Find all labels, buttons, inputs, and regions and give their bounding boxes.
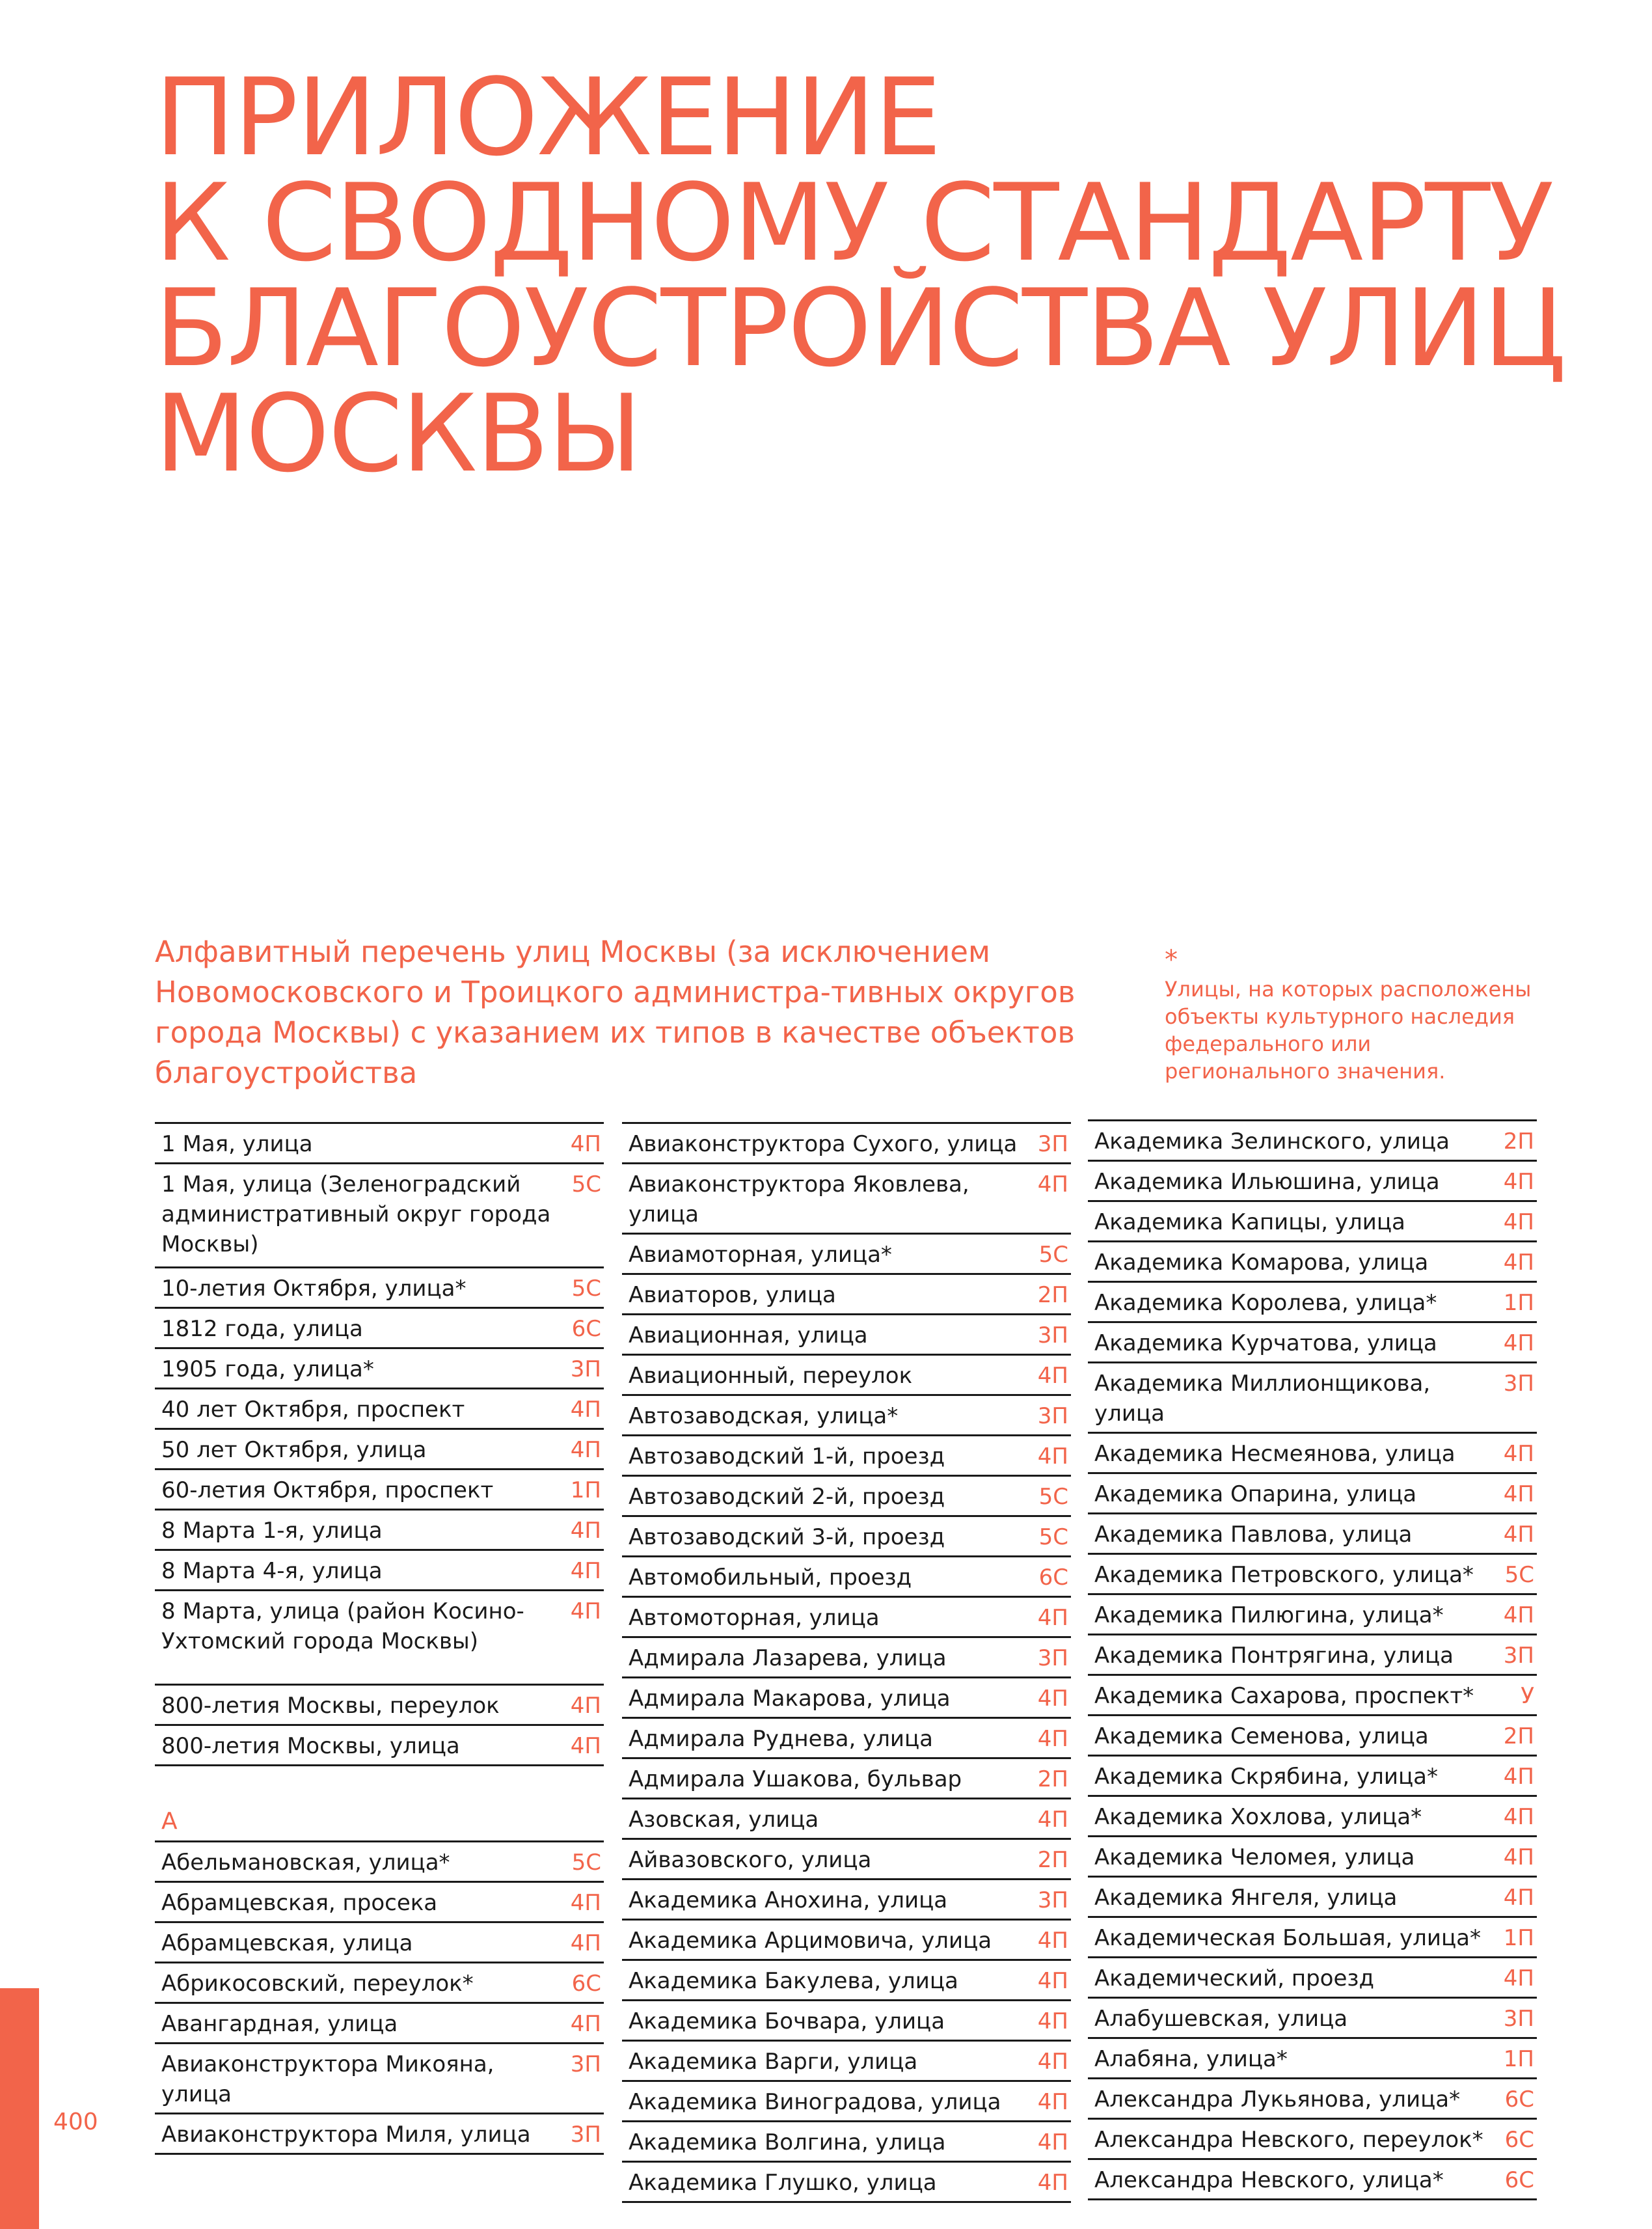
street-name: Академика Ильюшина, улица <box>1094 1169 1440 1195</box>
street-name: Академика Арцимовича, улица <box>629 1928 992 1954</box>
street-name: 40 лет Октября, проспект <box>161 1397 465 1423</box>
street-name: Академика Варги, улица <box>629 2049 918 2075</box>
street-type: 1П <box>1503 2046 1534 2072</box>
street-name: 1812 года, улица <box>161 1316 363 1342</box>
street-type: 5С <box>571 1171 601 1197</box>
street-type: 2П <box>1037 1847 1068 1873</box>
street-name: 8 Марта 1-я, улица <box>161 1518 383 1544</box>
street-type: 5С <box>1504 1562 1534 1588</box>
street-name: 1 Мая, улица (Зеленоградский административный округ города Москвы) <box>161 1171 551 1257</box>
street-type: 4П <box>1037 1968 1068 1994</box>
street-type: 4П <box>1503 1885 1534 1911</box>
table-row <box>1088 1514 1537 1555</box>
street-name: Академика Пилюгина, улица* <box>1094 1602 1444 1628</box>
street-name: Авиационная, улица <box>629 1322 868 1348</box>
table-row <box>622 1961 1071 2001</box>
street-type: 3П <box>1503 2006 1534 2032</box>
street-name: Авангардная, улица <box>161 2011 398 2037</box>
table-row <box>155 1430 604 1470</box>
table-row <box>622 2122 1071 2163</box>
street-type: 4П <box>1037 2089 1068 2115</box>
street-type: 4П <box>1037 2008 1068 2034</box>
street-type: 4П <box>1503 1250 1534 1276</box>
street-type: 4П <box>1503 1169 1534 1195</box>
table-row <box>155 2114 604 2155</box>
table-row <box>622 1275 1071 1315</box>
page-title <box>155 55 1565 496</box>
table-row <box>1088 2160 1537 2200</box>
table-row <box>622 1356 1071 1396</box>
table-row <box>622 2042 1071 2082</box>
street-name: Адмирала Макарова, улица <box>629 1686 951 1712</box>
table-row <box>155 1686 604 1726</box>
street-name: Авиаконструктора Миля, улица <box>161 2122 531 2148</box>
title-line-4: МОСКВЫ <box>155 372 641 496</box>
street-type: 3П <box>1037 1131 1068 1157</box>
street-name: Академика Анохина, улица <box>629 1887 948 1913</box>
street-type: 6С <box>1504 2167 1534 2193</box>
street-type: 4П <box>1037 1686 1068 1712</box>
street-type: 4П <box>1503 1804 1534 1830</box>
table-row <box>622 2082 1071 2122</box>
street-name: 10-летия Октября, улица* <box>161 1276 467 1302</box>
street-name: Академика Комарова, улица <box>1094 1250 1429 1276</box>
street-name: 50 лет Октября, улица <box>161 1437 427 1463</box>
street-type: 6С <box>1504 2127 1534 2153</box>
street-type: 3П <box>1037 1403 1068 1429</box>
footnote-star: * <box>1165 945 1178 975</box>
table-row <box>155 2004 604 2044</box>
street-name: Академика Сахарова, проспект* <box>1094 1683 1474 1709</box>
intro-heading: Алфавитный перечень улиц Москвы (за исключением Новомосковского и Троицкого администра-тивных округов города Москвы) с указанием их типов в качестве объектов благоустройства <box>155 935 1076 1090</box>
table-row <box>622 1638 1071 1678</box>
street-name: Академика Королева, улица* <box>1094 1290 1437 1316</box>
street-type: 4П <box>570 1558 601 1584</box>
street-name: Алабушевская, улица <box>1094 2006 1348 2032</box>
street-type: 2П <box>1037 1766 1068 1792</box>
street-name: Автозаводский 1-й, проезд <box>629 1443 945 1470</box>
street-list-column-3 <box>1088 1119 1537 2200</box>
table-row <box>1088 1242 1537 1283</box>
title-line-1: ПРИЛОЖЕНИЕ <box>155 55 941 180</box>
table-row <box>155 1963 604 2004</box>
table-row <box>622 1517 1071 1557</box>
table-row <box>1088 1474 1537 1514</box>
street-type: 3П <box>1037 1887 1068 1913</box>
street-type: 6С <box>1504 2086 1534 2113</box>
table-row <box>155 1591 604 1686</box>
street-type: 4П <box>570 1930 601 1956</box>
street-name: Абрикосовский, переулок* <box>161 1971 474 1997</box>
street-type: 4П <box>1503 1602 1534 1628</box>
section-letter: А <box>155 1766 604 1842</box>
street-name: Авиаконструктора Сухого, улица <box>629 1131 1018 1157</box>
street-type: 5С <box>1038 1484 1068 1510</box>
table-row <box>1088 1283 1537 1323</box>
table-row <box>622 1557 1071 1598</box>
table-row <box>155 2044 604 2114</box>
street-type: 1П <box>1503 1290 1534 1316</box>
street-name: Адмирала Руднева, улица <box>629 1726 933 1752</box>
street-type: 4П <box>1503 1441 1534 1467</box>
footnote-text: Улицы, на которых расположены объекты культурного наследия федерального или регионального значения. <box>1165 977 1532 1084</box>
street-name: Автозаводский 3-й, проезд <box>629 1524 945 1550</box>
street-type: 5С <box>571 1276 601 1302</box>
footnote <box>1165 947 1542 1085</box>
street-name: Авиамоторная, улица* <box>629 1242 892 1268</box>
table-row <box>622 1315 1071 1356</box>
street-name: Академика Несмеянова, улица <box>1094 1441 1456 1467</box>
table-row <box>622 1598 1071 1638</box>
street-name: Академика Волгина, улица <box>629 2129 946 2155</box>
table-row <box>622 1678 1071 1719</box>
street-name: Адмирала Ушакова, бульвар <box>629 1766 962 1792</box>
street-name: Авиаконструктора Яковлева, улица <box>629 1171 969 1227</box>
table-row <box>622 1921 1071 1961</box>
street-type: 3П <box>1037 1645 1068 1671</box>
street-type: 4П <box>570 1890 601 1916</box>
street-type: 4П <box>1503 1764 1534 1790</box>
street-type: 4П <box>1037 1928 1068 1954</box>
table-row <box>1088 1121 1537 1162</box>
table-row <box>155 1124 604 1164</box>
street-type: 3П <box>570 2051 601 2077</box>
street-type: 4П <box>1503 1209 1534 1235</box>
street-type: 1П <box>1503 1925 1534 1951</box>
table-row <box>622 1235 1071 1275</box>
street-type: 4П <box>570 1598 601 1624</box>
table-row <box>622 1719 1071 1759</box>
street-name: Авиаторов, улица <box>629 1282 836 1308</box>
street-type: 4П <box>570 1733 601 1759</box>
street-type: 4П <box>1037 1726 1068 1752</box>
street-name: Александра Лукьянова, улица* <box>1094 2086 1461 2113</box>
table-row <box>155 1551 604 1591</box>
street-name: Автомоторная, улица <box>629 1605 880 1631</box>
table-row <box>155 1842 604 1883</box>
street-type: 4П <box>1037 2129 1068 2155</box>
street-name: Абрамцевская, просека <box>161 1890 438 1916</box>
street-type: 4П <box>570 1131 601 1157</box>
street-type: 4П <box>570 1518 601 1544</box>
table-row <box>1088 1918 1537 1958</box>
street-name: Александра Невского, переулок* <box>1094 2127 1483 2153</box>
street-name: Автозаводский 2-й, проезд <box>629 1484 945 1510</box>
street-type: 5С <box>1038 1242 1068 1268</box>
street-name: Академика Челомея, улица <box>1094 1844 1415 1870</box>
street-name: Академическая Большая, улица* <box>1094 1925 1481 1951</box>
street-type: 2П <box>1037 1282 1068 1308</box>
street-list-column-1 <box>155 1122 604 2155</box>
street-type: 4П <box>570 1693 601 1719</box>
table-row <box>1088 2039 1537 2079</box>
street-name: Академика Глушко, улица <box>629 2170 937 2196</box>
table-row <box>622 1759 1071 1799</box>
table-row <box>1088 1555 1537 1595</box>
table-row <box>155 1726 604 1766</box>
table-row <box>622 2001 1071 2042</box>
street-type: 4П <box>1037 1443 1068 1470</box>
street-type: 3П <box>1503 1371 1534 1397</box>
street-name: Академика Семенова, улица <box>1094 1723 1429 1749</box>
street-type: 4П <box>570 1437 601 1463</box>
table-row <box>1088 1878 1537 1918</box>
street-type: 3П <box>1503 1643 1534 1669</box>
table-row <box>1088 2120 1537 2160</box>
table-row <box>1088 1202 1537 1242</box>
street-name: 1905 года, улица* <box>161 1356 374 1382</box>
table-row <box>1088 1958 1537 1999</box>
table-row <box>622 1880 1071 1921</box>
street-name: Айвазовского, улица <box>629 1847 872 1873</box>
street-type: 1П <box>570 1477 601 1503</box>
table-row <box>155 1470 604 1511</box>
table-row <box>1088 1595 1537 1635</box>
table-row <box>622 1477 1071 1517</box>
street-name: Академика Капицы, улица <box>1094 1209 1405 1235</box>
street-name: Авиационный, переулок <box>629 1363 913 1389</box>
table-row <box>1088 1162 1537 1202</box>
table-row <box>622 1396 1071 1436</box>
title-line-2: К СВОДНОМУ СТАНДАРТУ <box>155 161 1553 285</box>
table-row <box>1088 1999 1537 2039</box>
street-list-column-2 <box>622 1122 1071 2203</box>
street-name: Абрамцевская, улица <box>161 1930 413 1956</box>
table-row <box>155 1389 604 1430</box>
street-type: 4П <box>1037 1807 1068 1833</box>
title-line-3: БЛАГОУСТРОЙСТВА УЛИЦ <box>155 266 1565 390</box>
street-name: Авиаконструктора Микояна, улица <box>161 2051 494 2107</box>
table-row <box>1088 1323 1537 1363</box>
table-row <box>1088 1757 1537 1797</box>
street-type: 3П <box>1037 1322 1068 1348</box>
table-row <box>1088 1797 1537 1837</box>
table-row <box>1088 1837 1537 1878</box>
street-name: 800-летия Москвы, переулок <box>161 1693 500 1719</box>
table-row <box>155 1511 604 1551</box>
table-row <box>622 1799 1071 1840</box>
street-type: 6С <box>571 1971 601 1997</box>
street-type: 4П <box>1503 1481 1534 1507</box>
street-name: Абельмановская, улица* <box>161 1850 450 1876</box>
table-row <box>622 1840 1071 1880</box>
street-name: Академический, проезд <box>1094 1965 1374 1991</box>
street-type: 3П <box>570 1356 601 1382</box>
street-type: 4П <box>1503 1965 1534 1991</box>
table-row <box>155 1268 604 1309</box>
table-row <box>622 2163 1071 2203</box>
street-name: Академика Бочвара, улица <box>629 2008 945 2034</box>
street-type: 4П <box>1037 2170 1068 2196</box>
street-name: Адмирала Лазарева, улица <box>629 1645 947 1671</box>
street-name: 1 Мая, улица <box>161 1131 313 1157</box>
table-row <box>155 1164 604 1268</box>
street-name: Академика Опарина, улица <box>1094 1481 1417 1507</box>
street-name: Академика Зелинского, улица <box>1094 1128 1450 1155</box>
table-row <box>622 1164 1071 1235</box>
street-name: Академика Миллионщикова, улица <box>1094 1371 1431 1427</box>
street-type: 6С <box>1038 1565 1068 1591</box>
street-type: 4П <box>1037 1363 1068 1389</box>
street-name: 8 Марта 4-я, улица <box>161 1558 383 1584</box>
street-name: Академика Бакулева, улица <box>629 1968 958 1994</box>
street-type: 4П <box>1037 1605 1068 1631</box>
street-type: 5С <box>571 1850 601 1876</box>
street-name: 60-летия Октября, проспект <box>161 1477 494 1503</box>
table-row <box>622 1436 1071 1477</box>
street-type: 6С <box>571 1316 601 1342</box>
street-name: Александра Невского, улица* <box>1094 2167 1444 2193</box>
table-row <box>1088 2079 1537 2120</box>
table-row <box>1088 1676 1537 1716</box>
table-row <box>155 1923 604 1963</box>
street-name: Академика Павлова, улица <box>1094 1522 1413 1548</box>
street-type: 3П <box>570 2122 601 2148</box>
street-name: Академика Петровского, улица* <box>1094 1562 1474 1588</box>
street-type: 4П <box>1037 2049 1068 2075</box>
street-name: Академика Понтрягина, улица <box>1094 1643 1454 1669</box>
table-row <box>1088 1363 1537 1434</box>
street-type: У <box>1521 1683 1534 1709</box>
street-name: Академика Скрябина, улица* <box>1094 1764 1438 1790</box>
table-row <box>155 1883 604 1923</box>
table-row <box>1088 1716 1537 1757</box>
street-type: 4П <box>570 2011 601 2037</box>
street-name: Академика Янгеля, улица <box>1094 1885 1398 1911</box>
table-row <box>1088 1434 1537 1474</box>
side-accent-bar <box>0 1988 39 2229</box>
street-type: 2П <box>1503 1128 1534 1155</box>
table-row <box>155 1349 604 1389</box>
table-row <box>1088 1635 1537 1676</box>
page-number: 400 <box>53 2109 98 2135</box>
street-type: 4П <box>570 1397 601 1423</box>
table-row <box>622 1124 1071 1164</box>
street-type: 4П <box>1503 1330 1534 1356</box>
street-type: 5С <box>1038 1524 1068 1550</box>
street-type: 4П <box>1037 1171 1068 1197</box>
street-name: Алабяна, улица* <box>1094 2046 1288 2072</box>
street-name: 800-летия Москвы, улица <box>161 1733 460 1759</box>
street-name: Академика Хохлова, улица* <box>1094 1804 1422 1830</box>
street-type: 2П <box>1503 1723 1534 1749</box>
street-name: Автозаводская, улица* <box>629 1403 899 1429</box>
street-type: 4П <box>1503 1844 1534 1870</box>
street-name: 8 Марта, улица (район Косино-Ухтомский города Москвы) <box>161 1598 524 1654</box>
street-name: Академика Виноградова, улица <box>629 2089 1001 2115</box>
street-name: Академика Курчатова, улица <box>1094 1330 1437 1356</box>
table-row <box>155 1309 604 1349</box>
street-name: Автомобильный, проезд <box>629 1565 912 1591</box>
street-type: 4П <box>1503 1522 1534 1548</box>
street-name: Азовская, улица <box>629 1807 819 1833</box>
